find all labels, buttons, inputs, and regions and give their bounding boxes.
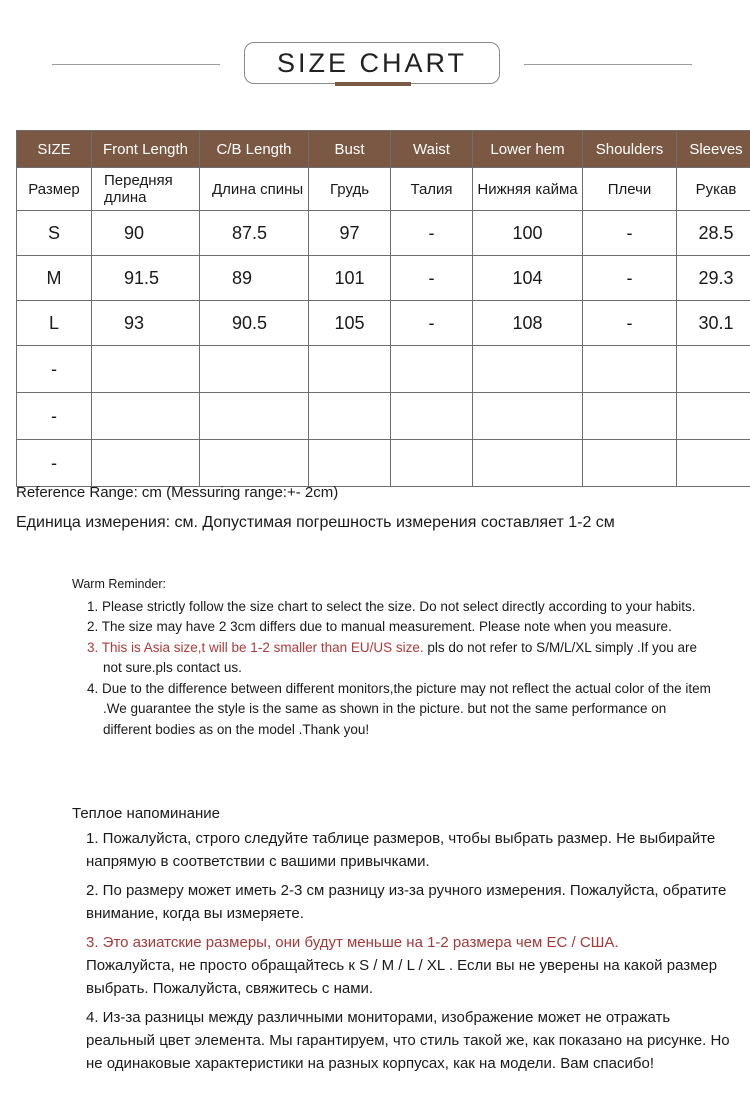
header-cell-ru: Размер (17, 168, 92, 211)
cb-length-cell: 89 (200, 256, 309, 301)
reminder-item: 4. Due to the difference between different monitors,the picture may not reflect the actual color of the item .We guarantee the style is the same as shown in the picture. but not the same performance on different bodies as on the model .Thank you! (87, 680, 711, 737)
reminder-item: 1. Please strictly follow the size chart to select the size. Do not select directly according to your habits. (87, 598, 696, 614)
bust-cell: 97 (309, 211, 391, 256)
size-cell: - (17, 393, 92, 440)
warm-reminder-title-ru: Теплое напоминание (72, 805, 220, 822)
size-cell: - (17, 440, 92, 487)
cb-length-cell: 87.5 (200, 211, 309, 256)
reminder-item-ru: 1. Пожалуйста, строго следуйте таблице размеров, чтобы выбрать размер. Не выбирайте напрямую в соответствии с вашими привычками. (86, 830, 716, 870)
shoulders-cell: - (583, 256, 677, 301)
header-cell: Shoulders (583, 131, 677, 168)
bust-cell: 101 (309, 256, 391, 301)
header-cell: Front Length (92, 131, 200, 168)
reminder-item-ru: 4. Из-за разницы между различными мониторами, изображение может не отражать реальный цвет элемента. Мы гарантируем, что стиль такой же, как показано на рисунке. Но не одинаковые характеристики на разных корпусах, как на модели. Вам спасибо! (86, 1009, 730, 1072)
table-row (17, 346, 750, 393)
header-cell-ru: Нижняя кайма (473, 168, 583, 211)
warm-reminder-ru (72, 802, 732, 1081)
title-divider-left (52, 64, 220, 65)
table-row (17, 256, 750, 301)
shoulders-cell: - (583, 211, 677, 256)
reminder-warning-text-ru: 3. Это азиатские размеры, они будут меньше на 1-2 размера чем ЕС / США. (86, 934, 619, 951)
table-row (17, 440, 750, 487)
sleeves-cell: 30.1 (677, 301, 750, 346)
title-divider-right (524, 64, 692, 65)
cb-length-cell: 90.5 (200, 301, 309, 346)
size-cell: - (17, 346, 92, 393)
header-cell: Bust (309, 131, 391, 168)
reminder-item-text: pls do not refer to S/M/L/XL simply .If you are not sure.pls contact us. (103, 639, 697, 675)
size-cell: S (17, 211, 92, 256)
reference-range-ru: Единица измерения: см. Допустимая погрешность измерения составляет 1-2 см (16, 514, 615, 531)
header-cell-ru: Рукав (677, 168, 750, 211)
waist-cell: - (391, 256, 473, 301)
header-cell-ru: Длина спины (200, 168, 309, 211)
size-cell: L (17, 301, 92, 346)
front-length-cell: 91.5 (92, 256, 200, 301)
waist-cell: - (391, 211, 473, 256)
header-cell-ru: Талия (391, 168, 473, 211)
header-cell: Sleeves (677, 131, 750, 168)
reminder-item (72, 638, 712, 679)
sleeves-cell: 28.5 (677, 211, 750, 256)
reference-range: Reference Range: cm (Messuring range:+- 2cm) (16, 484, 339, 501)
lower-hem-cell: 108 (473, 301, 583, 346)
header-cell-ru: Передняя длина (92, 168, 200, 211)
size-chart-table (16, 130, 750, 487)
title-accent-bar (335, 82, 411, 86)
warm-reminder-en (72, 574, 712, 740)
waist-cell: - (391, 301, 473, 346)
header-cell: Waist (391, 131, 473, 168)
header-cell: SIZE (17, 131, 92, 168)
front-length-cell: 90 (92, 211, 200, 256)
header-cell: C/B Length (200, 131, 309, 168)
table-row (17, 393, 750, 440)
size-cell: M (17, 256, 92, 301)
lower-hem-cell: 100 (473, 211, 583, 256)
reminder-warning-text: 3. This is Asia size,t will be 1-2 smaller than EU/US size. (87, 639, 424, 655)
reminder-item-ru (72, 931, 732, 1000)
title-banner (0, 40, 750, 90)
lower-hem-cell: 104 (473, 256, 583, 301)
table-row (17, 301, 750, 346)
warm-reminder-title: Warm Reminder: (72, 577, 166, 591)
sleeves-cell: 29.3 (677, 256, 750, 301)
header-cell-ru: Плечи (583, 168, 677, 211)
reminder-item: 2. The size may have 2 3cm differs due to manual measurement. Please note when you measure. (87, 619, 672, 634)
reminder-item-text-ru: Пожалуйста, не просто обращайтесь к S / M / L / XL . Если вы не уверены на какой размер выбрать. Пожалуйста, свяжитесь с нами. (86, 957, 718, 997)
header-cell: Lower hem (473, 131, 583, 168)
front-length-cell: 93 (92, 301, 200, 346)
page-title: SIZE CHART (244, 42, 500, 84)
bust-cell: 105 (309, 301, 391, 346)
header-cell-ru: Грудь (309, 168, 391, 211)
table-header-row-ru (17, 168, 750, 211)
table-row (17, 211, 750, 256)
reminder-item-ru: 2. По размеру может иметь 2-3 см разницу из-за ручного измерения. Пожалуйста, обратите внимание, когда вы измеряете. (86, 882, 727, 922)
table-header-row (17, 131, 750, 168)
shoulders-cell: - (583, 301, 677, 346)
